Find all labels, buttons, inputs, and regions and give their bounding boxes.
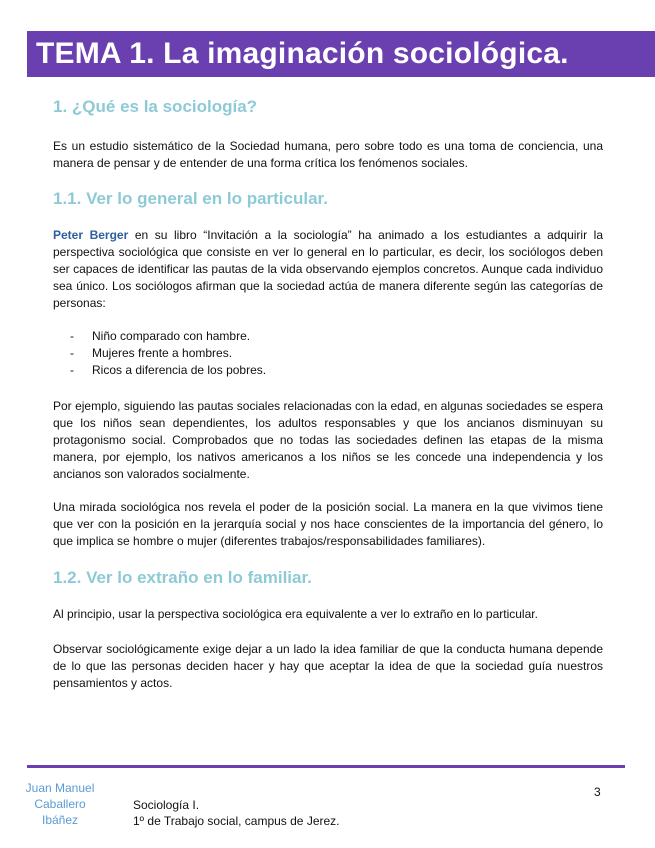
footer-author-line: Juan Manuel [25,781,95,795]
footer-course-name: Sociología I. [133,798,200,812]
bullet-dash: - [70,346,74,360]
category-list [70,328,266,379]
bullet-dash: - [70,363,74,377]
author-name-peter-berger: Peter Berger [53,228,129,242]
list-item [70,345,266,362]
title-banner [27,31,655,77]
list-item [70,328,266,345]
section-1-1-intro [53,227,603,312]
footer-author-line: Ibáñez [41,813,79,827]
list-item-text: Niño comparado con hambre. [92,329,251,343]
footer-author-line: Caballero [34,797,86,811]
list-item-text: Mujeres frente a hombres. [92,346,233,360]
section-heading-1-2: 1.2. Ver lo extraño en lo familiar. [53,568,312,587]
list-item-text: Ricos a diferencia de los pobres. [92,363,267,377]
page-title: TEMA 1. La imaginación sociológica. [36,37,569,70]
section-1-paragraph: Es un estudio sistemático de la Sociedad humana, pero sobre todo es una toma de conciencia, una manera de pensar y de entender de una forma crítica los fenómenos sociales. [53,139,603,170]
section-1-1-paragraph-3: Una mirada sociológica nos revela el poder de la posición social. La manera en la que vivimos tiene que ver con la posición en la jerarquía social y nos hace conscientes de la importancia del género, lo que implica se hombre o mujer (diferentes trabajos/responsabilidades familiares). [53,500,603,548]
section-1-2-paragraph-1: Al principio, usar la perspectiva sociológica era equivalente a ver lo extraño en lo particular. [53,607,538,621]
section-1-1-paragraph-2: Por ejemplo, siguiendo las pautas sociales relacionadas con la edad, en algunas sociedades se espera que los niños sean dependientes, los adultos responsables y que los ancianos disminuyan su protagonismo social. Comprobados que no todas las sociedades definen las etapas de la misma manera, por ejemplo, los nativos americanos a los niños se les concede una independencia y los ancianos son valorados socialmente. [53,399,603,481]
section-1-2-paragraph-2: Observar sociológicamente exige dejar a un lado la idea familiar de que la conducta humana depende de lo que las personas deciden hacer y hay que aceptar la idea de que la sociedad guía nuestros pensamientos y actos. [53,642,603,690]
section-heading-1-1: 1.1. Ver lo general en lo particular. [53,189,328,208]
section-heading-1: 1. ¿Qué es la sociología? [53,97,258,116]
page-number: 3 [594,785,601,799]
list-item [70,362,266,379]
footer-course-detail: 1º de Trabajo social, campus de Jerez. [133,814,340,828]
bullet-dash: - [70,329,74,343]
section-1-1-intro-text: en su libro “Invitación a la sociología” ha animado a los estudiantes a adquirir la perspectiva sociológica que consiste en ver lo general en lo particular, es decir, los sociólogos deben ser capaces de identificar las pautas de la vida observando ejemplos concretos. Aunque cada individuo sea único. Los sociólogos afirman que la sociedad actúa de manera diferente según las categorías de personas: [53,228,603,310]
footer-course-info [133,797,340,829]
footer-divider [27,765,625,768]
footer-author [14,780,106,828]
